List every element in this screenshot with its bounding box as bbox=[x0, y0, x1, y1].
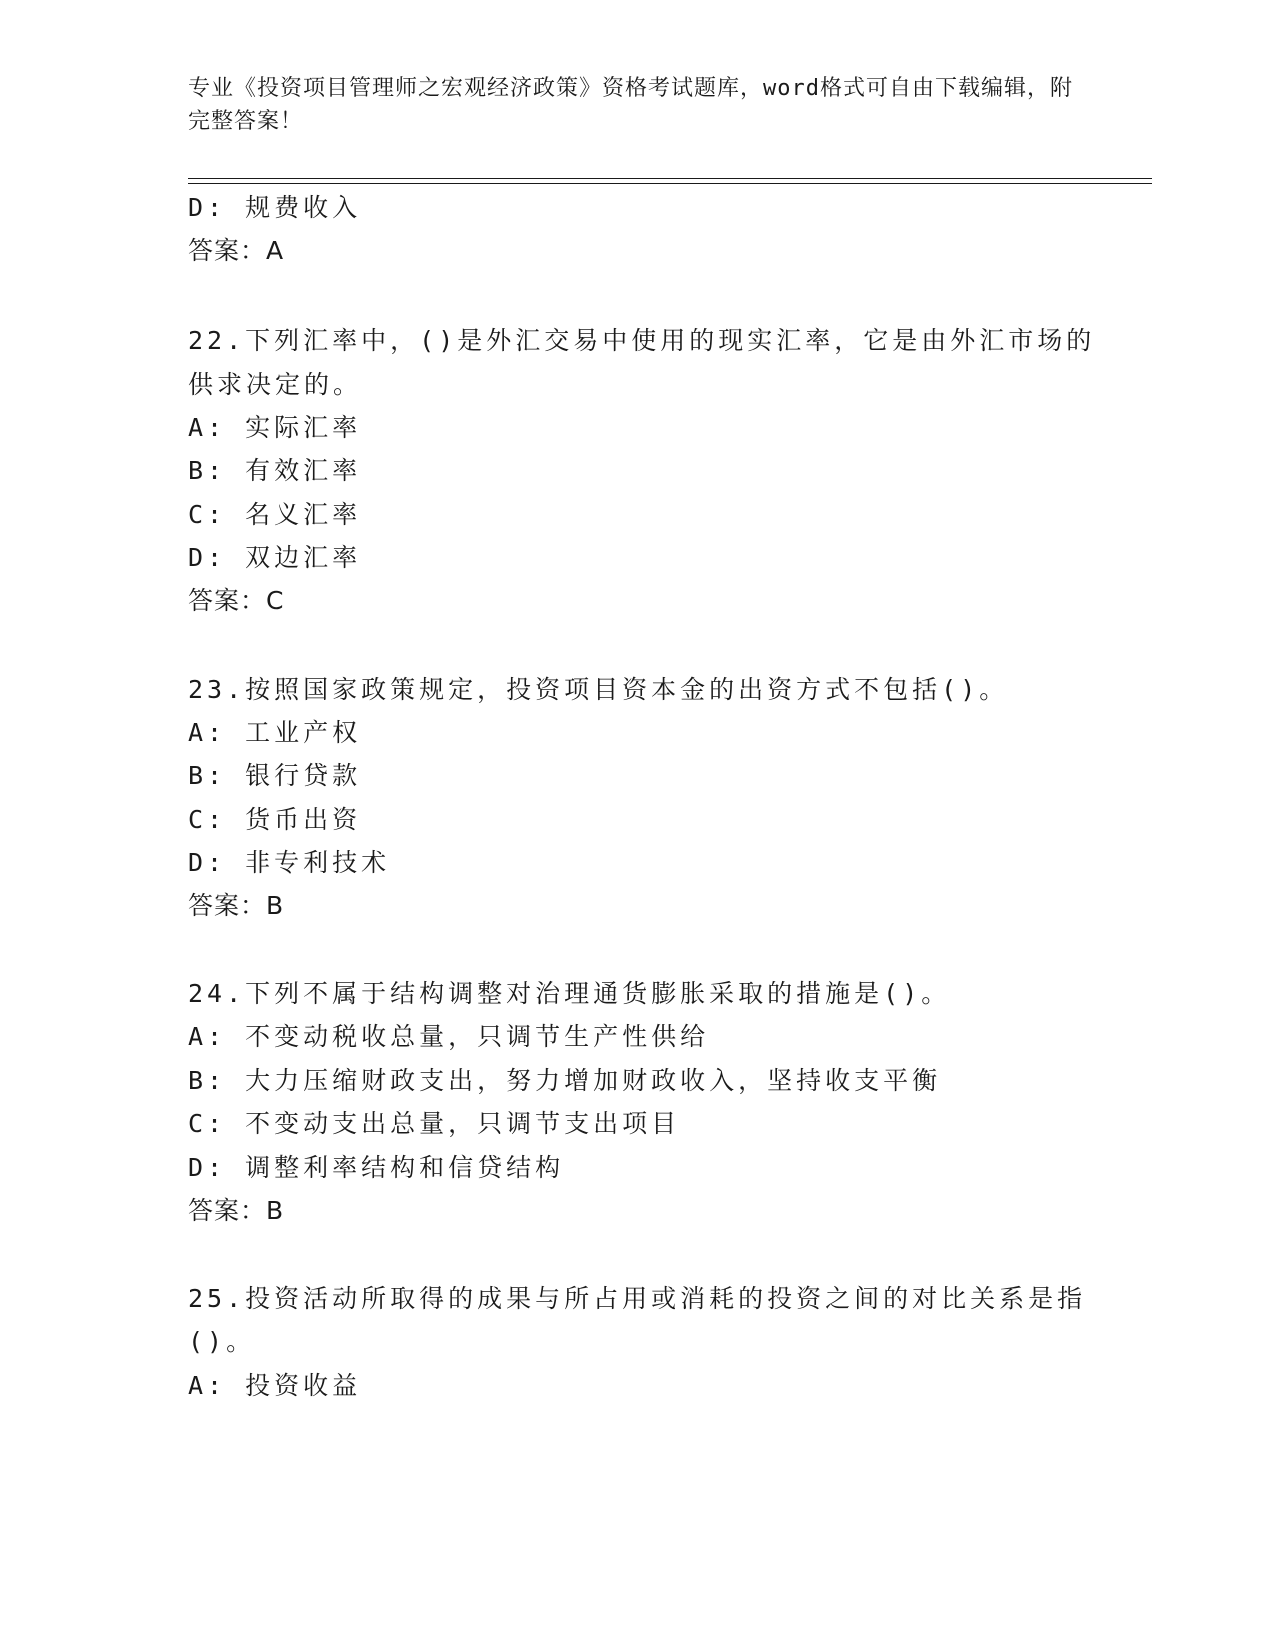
question-22-option-b: B: 有效汇率 bbox=[188, 456, 362, 485]
question-23-option-d: D: 非专利技术 bbox=[188, 848, 391, 877]
question-23-stem: 23.按照国家政策规定，投资项目资本金的出资方式不包括()。 bbox=[188, 675, 1009, 704]
question-23-answer: 答案：B bbox=[188, 891, 285, 920]
question-25-stem: 25.投资活动所取得的成果与所占用或消耗的投资之间的对比关系是指 bbox=[188, 1284, 1087, 1313]
question-22-stem-cont: 供求决定的。 bbox=[188, 370, 363, 399]
question-24-option-d: D: 调整利率结构和信贷结构 bbox=[188, 1153, 565, 1182]
question-23-option-c: C: 货币出资 bbox=[188, 805, 362, 834]
question-22-option-c: C: 名义汇率 bbox=[188, 500, 362, 529]
question-25-stem-cont: ()。 bbox=[188, 1327, 256, 1356]
question-24-option-c: C: 不变动支出总量，只调节支出项目 bbox=[188, 1109, 681, 1138]
question-24-stem: 24.下列不属于结构调整对治理通货膨胀采取的措施是()。 bbox=[188, 979, 951, 1008]
question-24-option-b: B: 大力压缩财政支出，努力增加财政收入，坚持收支平衡 bbox=[188, 1066, 942, 1095]
question-22-stem: 22.下列汇率中，()是外汇交易中使用的现实汇率，它是由外汇市场的 bbox=[188, 326, 1096, 355]
option-d: D: 规费收入 bbox=[188, 193, 362, 222]
question-23-option-b: B: 银行贷款 bbox=[188, 761, 362, 790]
document-header: 专业《投资项目管理师之宏观经济政策》资格考试题库，word格式可自由下载编辑，附完整答案！ bbox=[188, 76, 1073, 134]
header-divider-top bbox=[188, 178, 1152, 179]
question-22-option-d: D: 双边汇率 bbox=[188, 543, 362, 572]
question-23-option-a: A: 工业产权 bbox=[188, 718, 362, 747]
question-22-option-a: A: 实际汇率 bbox=[188, 413, 362, 442]
answer-line: 答案：A bbox=[188, 236, 285, 265]
question-24-option-a: A: 不变动税收总量，只调节生产性供给 bbox=[188, 1022, 710, 1051]
question-24-answer: 答案：B bbox=[188, 1196, 285, 1225]
question-25-option-a: A: 投资收益 bbox=[188, 1371, 362, 1400]
question-22-answer: 答案：C bbox=[188, 586, 285, 615]
header-divider-bottom bbox=[188, 183, 1152, 184]
